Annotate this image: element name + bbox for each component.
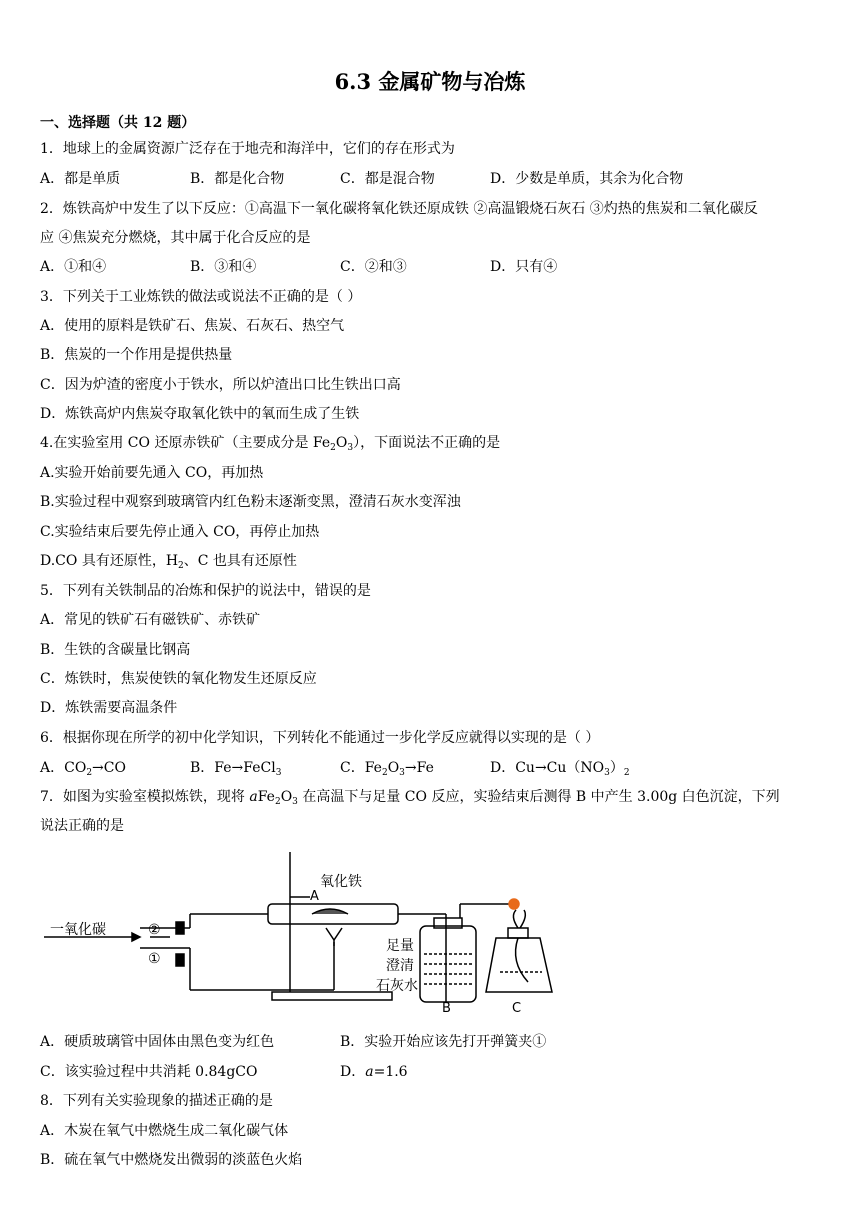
clamp-1-label: ① xyxy=(148,951,161,967)
q4-option-d: D.CO 具有还原性，$H_2$、C 也具有还原性 xyxy=(40,553,297,571)
q1-option-c: C．都是混合物 xyxy=(340,171,435,187)
q4-option-c: C.实验结束后要先停止通入 CO，再停止加热 xyxy=(40,524,320,540)
q7-option-d: D．a=1.6 xyxy=(340,1064,408,1080)
q2-option-c: C．②和③ xyxy=(340,259,407,275)
clamp-2-label: ② xyxy=(148,922,161,938)
q6-option-c: C．$Fe_2O_3\to Fe$ xyxy=(340,760,434,778)
q3-option-b: B．焦炭的一个作用是提供热量 xyxy=(40,347,233,363)
question-6-stem: 6．根据你现在所学的初中化学知识，下列转化不能通过一步化学反应就得以实现的是（ ） xyxy=(40,730,600,746)
bottle-label-line1: 足量 xyxy=(386,938,414,954)
q4-option-a: A.实验开始前要先通入 CO，再加热 xyxy=(40,465,264,481)
question-7-stem-line1: 7．如图为实验室模拟炼铁，现将 $aFe_2O_3$ 在高温下与足量 CO 反应，实验结束后测得 B 中产生 3.00g 白色沉淀，下列 xyxy=(40,789,780,807)
iron-oxide-label: 氧化铁 xyxy=(320,874,362,890)
label-b: B xyxy=(442,1001,451,1014)
q5-option-a: A．常见的铁矿石有磁铁矿、赤铁矿 xyxy=(40,612,261,628)
label-c: C xyxy=(512,1001,522,1014)
q1-option-a: A．都是单质 xyxy=(40,171,121,187)
q8-option-a: A．木炭在氧气中燃烧生成二氧化碳气体 xyxy=(40,1123,289,1139)
q6-option-b: B．Fe→FeCl$_3$ xyxy=(190,760,282,778)
question-2-stem-line1: 2．炼铁高炉中发生了以下反应：①高温下一氧化碳将氧化铁还原成铁 ②高温锻烧石灰石 ③灼热的焦炭和二氧化碳反 xyxy=(40,201,758,217)
q4-option-b: B.实验过程中观察到玻璃管内红色粉末逐渐变黑，澄清石灰水变浑浊 xyxy=(40,494,461,510)
q3-option-a: A．使用的原料是铁矿石、焦炭、石灰石、热空气 xyxy=(40,318,345,334)
question-7-stem-line2: 说法正确的是 xyxy=(40,818,124,834)
q5-option-b: B．生铁的含碳量比钢高 xyxy=(40,642,191,658)
co-label: 一氧化碳 xyxy=(50,922,106,938)
label-a: A xyxy=(310,889,319,904)
question-2-stem-line2: 应 ④焦炭充分燃烧，其中属于化合反应的是 xyxy=(40,230,311,246)
bottle-label-line2: 澄清 xyxy=(386,958,414,974)
question-8-stem: 8．下列有关实验现象的描述正确的是 xyxy=(40,1093,273,1109)
q7-option-a: A．硬质玻璃管中固体由黑色变为红色 xyxy=(40,1034,275,1050)
question-5-stem: 5．下列有关铁制品的冶炼和保护的说法中，错误的是 xyxy=(40,583,371,599)
question-3-stem: 3．下列关于工业炼铁的做法或说法不正确的是（ ） xyxy=(40,289,362,305)
question-1-stem: 1．地球上的金属资源广泛存在于地壳和海洋中，它们的存在形式为 xyxy=(40,141,455,157)
q7-option-c: C．该实验过程中共消耗 0.84gCO xyxy=(40,1064,258,1080)
q1-option-b: B．都是化合物 xyxy=(190,171,285,187)
q3-option-c: C．因为炉渣的密度小于铁水，所以炉渣出口比生铁出口高 xyxy=(40,377,401,393)
bottle-label-line3: 石灰水 xyxy=(376,978,418,994)
q1-option-d: D．少数是单质，其余为化合物 xyxy=(490,171,684,187)
q6-option-d: D．$Cu\to Cu(NO_3)_2$ xyxy=(490,760,630,778)
section-heading: 一、选择题（共 12 题） xyxy=(40,115,196,131)
question-4-stem: 4.在实验室用 CO 还原赤铁矿（主要成分是 $Fe_2O_3$），下面说法不正确的是 xyxy=(40,435,501,453)
q5-option-d: D．炼铁需要高温条件 xyxy=(40,700,178,716)
q8-option-b: B．硫在氧气中燃烧发出微弱的淡蓝色火焰 xyxy=(40,1152,303,1168)
q7-option-b: B．实验开始应该先打开弹簧夹① xyxy=(340,1034,547,1050)
q3-option-d: D．炼铁高炉内焦炭夺取氧化铁中的氧而生成了生铁 xyxy=(40,406,360,422)
q2-option-d: D．只有④ xyxy=(490,259,558,275)
q2-option-a: A．①和④ xyxy=(40,259,107,275)
q2-option-b: B．③和④ xyxy=(190,259,257,275)
q6-option-a: A．$CO_2\to CO$ xyxy=(40,760,126,778)
page-title: 6.3 金属矿物与冶炼 xyxy=(334,69,526,94)
q5-option-c: C．炼铁时，焦炭使铁的氧化物发生还原反应 xyxy=(40,671,317,687)
iron-smelting-apparatus-diagram xyxy=(40,842,560,1014)
